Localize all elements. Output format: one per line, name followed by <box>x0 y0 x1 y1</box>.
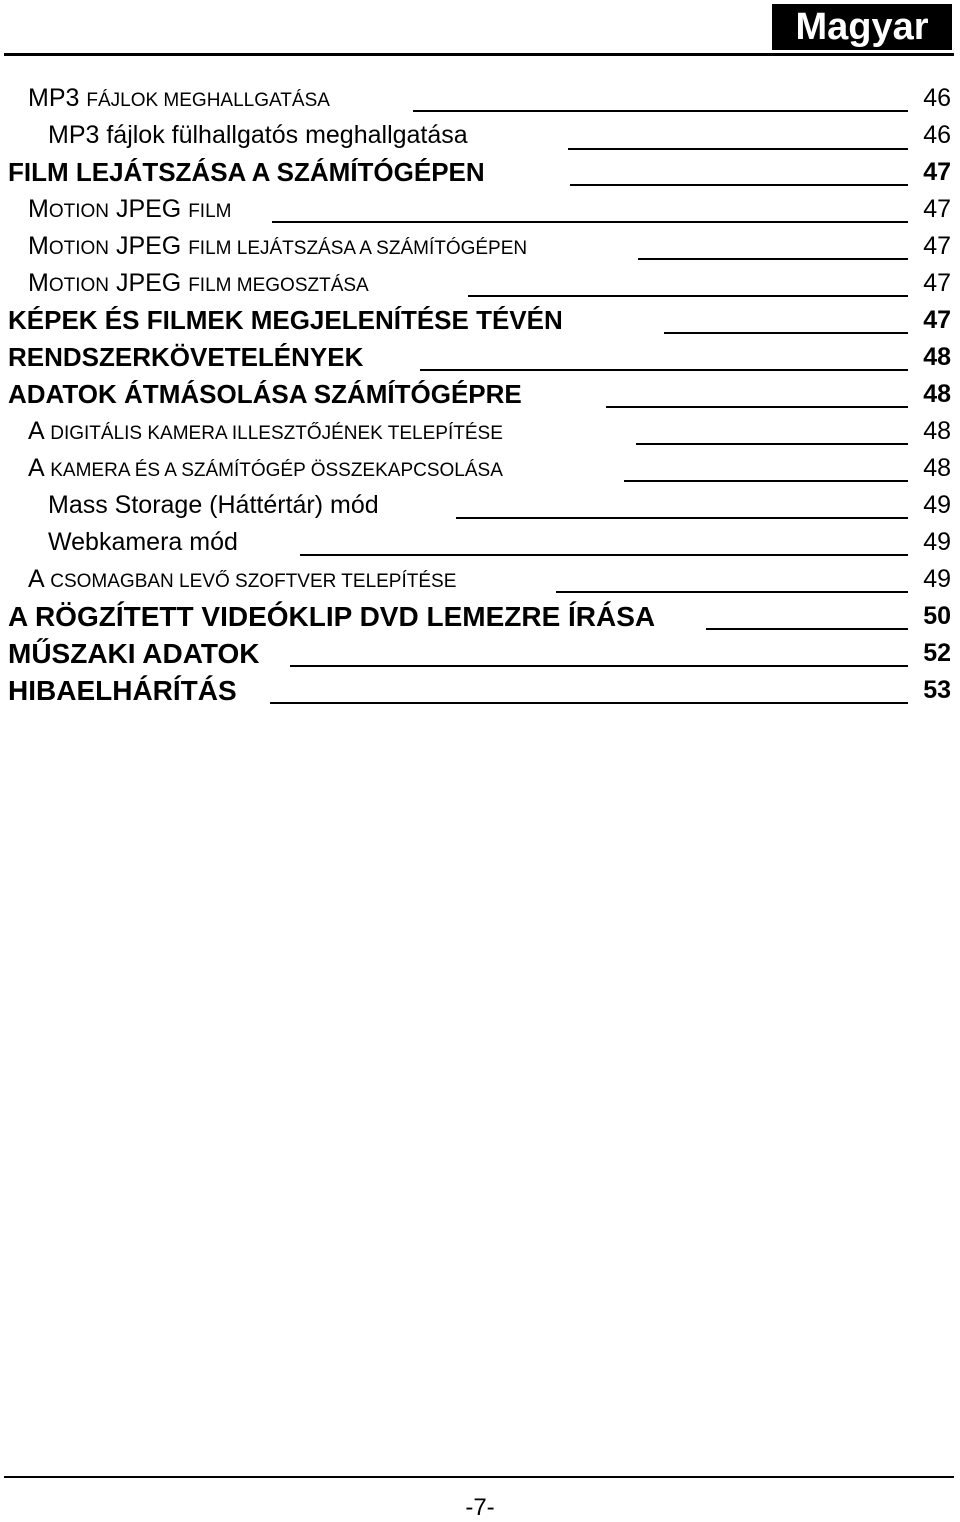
toc-leader-line <box>272 221 908 223</box>
toc-entry-page: 46 <box>923 84 951 112</box>
toc-entry-page: 50 <box>923 602 951 630</box>
toc-entry[interactable] <box>0 450 960 487</box>
toc-entry[interactable] <box>0 376 960 413</box>
toc-entry[interactable] <box>0 265 960 302</box>
toc-entry-label: MP3 fájlok fülhallgatós meghallgatása <box>48 121 468 149</box>
toc-leader-line <box>420 369 908 371</box>
toc-entry[interactable] <box>0 413 960 450</box>
toc-entry-label: RENDSZERKÖVETELÉNYEK <box>8 342 364 372</box>
toc-entry[interactable] <box>0 339 960 376</box>
toc-entry-label: HIBAELHÁRÍTÁS <box>8 675 237 706</box>
toc-entry-label: MOTION JPEG FILM MEGOSZTÁSA <box>28 269 369 297</box>
toc-leader-line <box>664 332 908 334</box>
toc-entry-page: 47 <box>923 269 951 297</box>
toc-leader-line <box>568 148 908 150</box>
toc-entry-label: A CSOMAGBAN LEVŐ SZOFTVER TELEPÍTÉSE <box>28 565 457 593</box>
toc-entry[interactable] <box>0 117 960 154</box>
toc-entry-page: 52 <box>923 639 951 667</box>
toc-entry[interactable] <box>0 672 960 709</box>
toc-entry[interactable] <box>0 154 960 191</box>
toc-leader-line <box>624 480 908 482</box>
toc-entry-page: 49 <box>923 565 951 593</box>
toc-entry-page: 48 <box>923 343 951 371</box>
toc-entry[interactable] <box>0 228 960 265</box>
toc-entry-page: 49 <box>923 491 951 519</box>
toc-entry[interactable] <box>0 598 960 635</box>
toc-entry[interactable] <box>0 487 960 524</box>
toc-entry-page: 46 <box>923 121 951 149</box>
toc-entry-label: MŰSZAKI ADATOK <box>8 638 260 669</box>
toc-entry-label: ADATOK ÁTMÁSOLÁSA SZÁMÍTÓGÉPRE <box>8 379 522 409</box>
toc-leader-line <box>636 443 908 445</box>
toc-leader-line <box>290 665 908 667</box>
toc-leader-line <box>556 591 908 593</box>
toc-leader-line <box>456 517 908 519</box>
language-badge: Magyar <box>772 4 952 50</box>
toc-entry-label: Mass Storage (Háttértár) mód <box>48 491 379 519</box>
toc-entry[interactable] <box>0 80 960 117</box>
toc-leader-line <box>270 702 908 704</box>
toc-leader-line <box>570 184 908 186</box>
toc-entry[interactable] <box>0 524 960 561</box>
toc-entry[interactable] <box>0 635 960 672</box>
toc-entry-page: 47 <box>923 306 951 334</box>
toc-entry-label: MOTION JPEG FILM LEJÁTSZÁSA A SZÁMÍTÓGÉPEN <box>28 232 528 260</box>
toc-entry-page: 53 <box>923 676 951 704</box>
toc-entry-page: 48 <box>923 417 951 445</box>
toc-leader-line <box>468 295 908 297</box>
footer-divider <box>4 1476 954 1478</box>
toc-entry[interactable] <box>0 191 960 228</box>
toc-entry-label: A KAMERA ÉS A SZÁMÍTÓGÉP ÖSSZEKAPCSOLÁSA <box>28 454 503 482</box>
toc-leader-line <box>300 554 908 556</box>
toc-leader-line <box>413 110 908 112</box>
toc-leader-line <box>606 406 908 408</box>
toc-leader-line <box>638 258 908 260</box>
toc-entry-label: Webkamera mód <box>48 528 238 556</box>
toc-entry-label: KÉPEK ÉS FILMEK MEGJELENÍTÉSE TÉVÉN <box>8 305 563 335</box>
toc-entry-label: FILM LEJÁTSZÁSA A SZÁMÍTÓGÉPEN <box>8 157 485 187</box>
toc-entry-page: 47 <box>923 232 951 260</box>
toc-entry-page: 47 <box>923 195 951 223</box>
header-divider <box>4 53 954 56</box>
toc-entry[interactable] <box>0 561 960 598</box>
toc-entry-page: 48 <box>923 380 951 408</box>
toc-leader-line <box>706 628 908 630</box>
toc-entry-label: MP3 FÁJLOK MEGHALLGATÁSA <box>28 84 330 112</box>
toc-entry-page: 48 <box>923 454 951 482</box>
toc-entry[interactable] <box>0 302 960 339</box>
toc-entry-page: 47 <box>923 158 951 186</box>
toc-entry-label: A DIGITÁLIS KAMERA ILLESZTŐJÉNEK TELEPÍTÉSE <box>28 417 503 445</box>
page-number: -7- <box>465 1494 495 1521</box>
toc-entry-page: 49 <box>923 528 951 556</box>
toc-entry-label: A RÖGZÍTETT VIDEÓKLIP DVD LEMEZRE ÍRÁSA <box>8 601 656 632</box>
toc-entry-label: MOTION JPEG FILM <box>28 195 232 223</box>
